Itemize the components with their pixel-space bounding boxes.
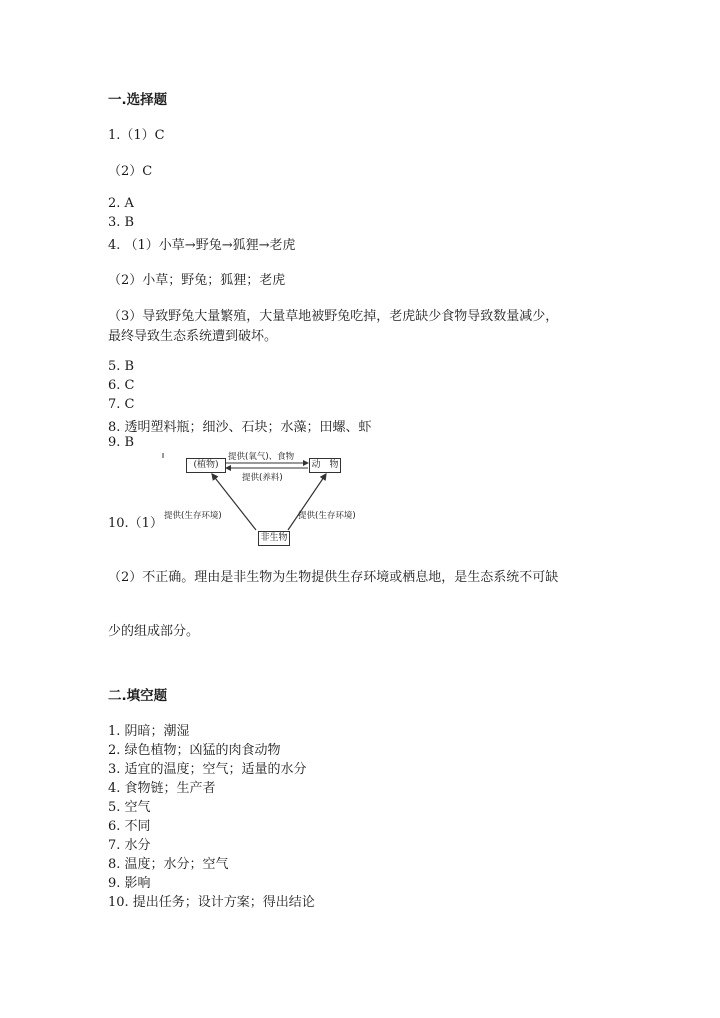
fill-answer-2: 2. 绿色植物；凶猛的肉食动物 <box>108 743 281 758</box>
right-arrow-label: 提供(生存环境) <box>298 511 356 521</box>
arrow-nonliving-to-animals <box>288 474 326 530</box>
answer-4-3-line2: 最终导致生态系统遭到破坏。 <box>108 329 278 344</box>
answer-6: 6. C <box>108 378 135 393</box>
answer-10-2-line2: 少的组成部分。 <box>108 624 200 639</box>
answer-7: 7. C <box>108 397 135 412</box>
section-title-choice: 一.选择题 <box>108 92 168 108</box>
animals-box: 动 物 <box>309 458 341 473</box>
answer-8: 8. 透明塑料瓶；细沙、石块；水藻；田螺、虾 <box>108 420 372 435</box>
answer-4-2: （2）小草；野兔；狐狸；老虎 <box>108 273 286 288</box>
left-arrow-label: 提供(生存环境) <box>164 511 222 521</box>
answer-1-2: （2）C <box>108 164 153 179</box>
fill-answer-7: 7. 水分 <box>108 838 151 853</box>
fill-answer-5: 5. 空气 <box>108 800 151 815</box>
fill-answer-4: 4. 食物链；生产者 <box>108 781 216 796</box>
fill-answer-3: 3. 适宜的温度；空气；适量的水分 <box>108 762 307 777</box>
answer-4-1: 4. （1）小草→野兔→狐狸→老虎 <box>108 238 296 253</box>
answer-10-1: 10.（1） <box>108 516 163 531</box>
answer-3: 3. B <box>108 215 135 230</box>
answer-4-3-line1: （3）导致野兔大量繁殖，大量草地被野兔吃掉，老虎缺少食物导致数量减少， <box>108 309 559 324</box>
answer-9: 9. B <box>108 435 135 450</box>
nonliving-box: 非生物 <box>258 531 290 546</box>
section-title-fill-blank: 二.填空题 <box>108 688 168 704</box>
plants-box: (植物) <box>186 458 226 473</box>
fill-answer-6: 6. 不同 <box>108 819 151 834</box>
answer-10-2-line1: （2）不正确。理由是非生物为生物提供生存环境或栖息地，是生态系统不可缺 <box>108 570 559 585</box>
bottom-arrow-label: 提供(养料) <box>242 473 283 483</box>
top-arrow-label: 提供(氧气)、食物 <box>228 452 295 462</box>
fill-answer-1: 1. 阴暗；潮湿 <box>108 724 190 739</box>
answer-2: 2. A <box>108 196 134 211</box>
fill-answer-9: 9. 影响 <box>108 876 151 891</box>
answer-1-1: 1.（1）C <box>108 128 165 143</box>
fill-answer-10: 10. 提出任务；设计方案；得出结论 <box>108 895 315 910</box>
answer-5: 5. B <box>108 359 135 374</box>
fill-answer-8: 8. 温度；水分；空气 <box>108 857 229 872</box>
